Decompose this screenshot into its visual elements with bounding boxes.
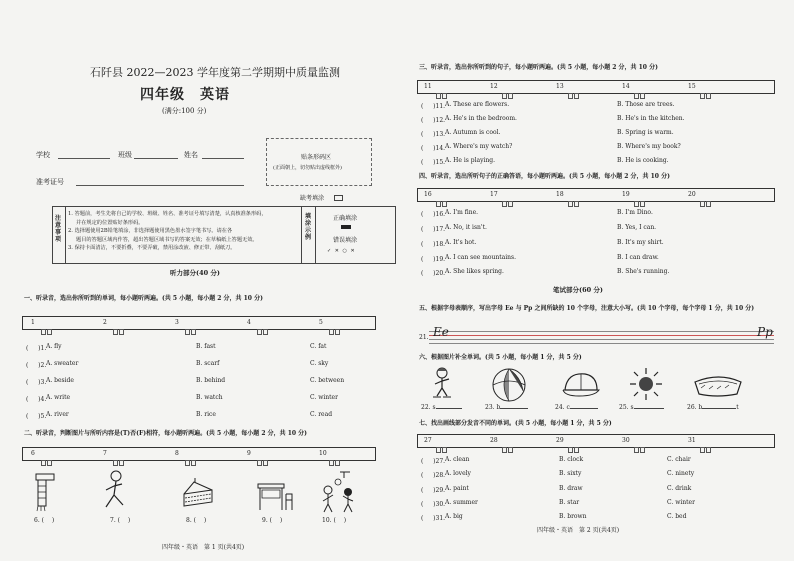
boat-icon bbox=[691, 370, 745, 400]
answer-boxes[interactable] bbox=[436, 84, 448, 90]
answer-boxes[interactable] bbox=[41, 451, 53, 457]
part5-instruction: 五、根据字母表顺序，写出字母 Ee 与 Pp 之间所缺的 10 个字母，注意大小写。(共 10 个字母，每个字母 1 分，共 10 分) bbox=[419, 305, 755, 312]
question-row-28[interactable]: ( )28. A. lovely B. sixty C. ninety bbox=[421, 470, 695, 479]
question-row-30[interactable]: ( )30. A. summer B. star C. winter bbox=[421, 499, 695, 508]
answer-boxes[interactable] bbox=[502, 192, 514, 198]
answer-boxes[interactable] bbox=[436, 192, 448, 198]
question-row-3[interactable]: ( )3. A. beside B. behind C. between bbox=[26, 377, 345, 386]
answer-boxes[interactable] bbox=[41, 320, 53, 326]
notes-box bbox=[52, 206, 396, 264]
school-label: 学校 bbox=[36, 151, 50, 159]
question-row-11[interactable]: ( )11. A. These are flowers. B. Those are trees. bbox=[421, 101, 675, 110]
fill-example-label: 填涂示例 bbox=[305, 213, 312, 241]
answer-boxes[interactable] bbox=[502, 84, 514, 90]
class-field[interactable] bbox=[134, 158, 178, 159]
answer-boxes[interactable] bbox=[113, 451, 125, 457]
question-row-20[interactable]: ( )20. A. She likes spring. B. She's running. bbox=[421, 268, 670, 277]
exam-title: 石阡县 2022—2023 学年度第二学期期中质量监测 bbox=[90, 66, 340, 79]
beach-ball-icon bbox=[491, 366, 527, 404]
class-label: 班级 bbox=[118, 151, 132, 159]
absent-label: 缺考填涂 bbox=[300, 195, 325, 202]
answer-boxes[interactable] bbox=[568, 192, 580, 198]
answer-boxes[interactable] bbox=[700, 84, 712, 90]
answer-boxes[interactable] bbox=[436, 438, 448, 444]
part2-answer-strip: 6 7 8 9 10 bbox=[22, 447, 376, 461]
question-row-13[interactable]: ( )13. A. Autumn is cool. B. Spring is warm. bbox=[421, 129, 674, 138]
answer-boxes[interactable] bbox=[568, 84, 580, 90]
question-row-29[interactable]: ( )29. A. paint B. draw C. drink bbox=[421, 485, 692, 494]
q21-number: 21. bbox=[419, 334, 429, 341]
q22-label[interactable]: 22. s bbox=[421, 404, 462, 411]
q24-label[interactable]: 24. c bbox=[555, 404, 598, 411]
absent-checkbox[interactable] bbox=[334, 195, 343, 201]
question-row-14[interactable]: ( )14. A. Where's my watch? B. Where's my book? bbox=[421, 143, 681, 152]
question-row-2[interactable]: ( )2. A. sweater B. scarf C. sky bbox=[26, 360, 329, 369]
pic-label-8[interactable]: 8. ( ) bbox=[186, 517, 207, 524]
pic-label-9[interactable]: 9. ( ) bbox=[262, 517, 283, 524]
answer-boxes[interactable] bbox=[634, 438, 646, 444]
pic-label-6[interactable]: 6. ( ) bbox=[34, 517, 55, 524]
desk-chair-icon bbox=[254, 470, 294, 514]
part1-instruction: 一、听录音，选出你所听到的单词，每小题听两遍。(共 5 小题，每小题 2 分，共 10 分) bbox=[24, 295, 263, 302]
end-letters: Pp bbox=[757, 325, 773, 339]
page-footer: 四年级・英语 第 2 页(共4页) bbox=[537, 527, 620, 534]
answer-boxes[interactable] bbox=[257, 451, 269, 457]
notes-text: 1. 答题前，考生先将自己的学校、班级、姓名、准考证号填写清楚，认真核准条形码， 并在规定的位置贴好条形码。 2. 选择题使用2B铅笔填涂，非选择题使用黑色墨水签字笔书写。请在各 题目的答题区域内作答，超出答题区域书写的答案无效；在草稿纸上答题无效。 3. 保持卡面清洁，不要折叠，不要弄破，禁用涂改液、修正带、刮纸刀。 bbox=[68, 211, 267, 252]
q25-label[interactable]: 25. s bbox=[619, 404, 664, 411]
answer-boxes[interactable] bbox=[185, 320, 197, 326]
answer-boxes[interactable] bbox=[700, 192, 712, 198]
barcode-title: 贴条形码区 bbox=[301, 154, 332, 161]
barcode-area bbox=[266, 138, 372, 186]
scarf-icon bbox=[28, 470, 62, 514]
question-row-27[interactable]: ( )27. A. clean B. clock C. chair bbox=[421, 456, 691, 465]
answer-boxes[interactable] bbox=[329, 451, 341, 457]
question-row-19[interactable]: ( )19. A. I can see mountains. B. I can draw. bbox=[421, 254, 659, 263]
name-label: 姓名 bbox=[184, 151, 198, 159]
question-row-15[interactable]: ( )15. A. He is playing. B. He is cooking. bbox=[421, 157, 669, 166]
page-2 bbox=[397, 0, 794, 561]
girl-skating-icon bbox=[427, 366, 457, 402]
part1-answer-strip: 1 2 3 4 5 bbox=[22, 316, 376, 330]
grade-subject: 四年级 英语 bbox=[140, 87, 230, 103]
page-footer: 四年级・英语 第 1 页(共4页) bbox=[162, 544, 245, 551]
part7-answer-strip: 27 28 29 30 31 bbox=[417, 434, 775, 448]
question-row-4[interactable]: ( )4. A. write B. watch C. winter bbox=[26, 394, 338, 403]
filled-box-icon bbox=[341, 225, 351, 229]
question-row-12[interactable]: ( )12. A. He's in the bedroom. B. He's in the kitchen. bbox=[421, 115, 685, 124]
part4-instruction: 四、听录音，选出所听句子的正确答语，每小题听两遍。(共 5 小题，每小题 2 分，共 10 分) bbox=[419, 173, 670, 180]
cake-icon bbox=[178, 476, 218, 512]
listening-header: 听力部分(40 分) bbox=[170, 269, 220, 277]
handwriting-lines[interactable] bbox=[419, 328, 774, 344]
q26-label[interactable]: 26. b t bbox=[687, 404, 739, 411]
answer-boxes[interactable] bbox=[257, 320, 269, 326]
cap-icon bbox=[557, 370, 601, 402]
school-field[interactable] bbox=[58, 158, 110, 159]
start-letters: Ee bbox=[433, 325, 449, 339]
part7-instruction: 七、找出画线部分发音不同的单词。(共 5 小题，每小题 1 分，共 5 分) bbox=[419, 420, 612, 427]
basketball-kids-icon bbox=[318, 468, 360, 514]
q23-label[interactable]: 23. b bbox=[485, 404, 528, 411]
fill-right-label: 正确填涂 bbox=[333, 215, 358, 222]
answer-boxes[interactable] bbox=[568, 438, 580, 444]
answer-boxes[interactable] bbox=[329, 320, 341, 326]
answer-boxes[interactable] bbox=[634, 84, 646, 90]
question-row-18[interactable]: ( )18. A. It's hot. B. It's my shirt. bbox=[421, 239, 664, 248]
question-row-5[interactable]: ( )5. A. river B. rice C. read bbox=[26, 411, 333, 420]
answer-boxes[interactable] bbox=[185, 451, 197, 457]
question-row-16[interactable]: ( )16. A. I'm fine. B. I'm Dino. bbox=[421, 209, 653, 218]
part2-instruction: 二、听录音，判断图片与所听内容是(T)否(F)相符，每小题听两遍。(共 5 小题，每小题 2 分，共 10 分) bbox=[24, 430, 307, 437]
answer-boxes[interactable] bbox=[113, 320, 125, 326]
question-row-31[interactable]: ( )31. A. big B. brown C. bed bbox=[421, 513, 687, 522]
writing-header: 笔试部分(60 分) bbox=[553, 286, 603, 294]
answer-boxes[interactable] bbox=[700, 438, 712, 444]
fill-wrong-label: 错误填涂 bbox=[333, 237, 358, 244]
wrong-marks-icon: ✓ ✕ ○ ✕ bbox=[327, 248, 356, 254]
name-field[interactable] bbox=[202, 158, 244, 159]
running-boy-icon bbox=[98, 468, 132, 514]
part3-instruction: 三、听录音，选出你所听到的句子，每小题听两遍。(共 5 小题，每小题 2 分，共 10 分) bbox=[419, 64, 658, 71]
exam-no-field[interactable] bbox=[76, 185, 244, 186]
question-row-17[interactable]: ( )17. A. No, it isn't. B. Yes, I can. bbox=[421, 224, 657, 233]
part4-answer-strip: 16 17 18 19 20 bbox=[417, 188, 775, 202]
barcode-hint: (正面朝上，切勿贴出虚线框外) bbox=[273, 165, 342, 171]
part6-instruction: 六、根据图片补全单词。(共 5 小题，每小题 1 分，共 5 分) bbox=[419, 354, 582, 361]
pic-label-10[interactable]: 10. ( ) bbox=[322, 517, 347, 524]
question-row-1[interactable]: ( )1. A. fly B. fast C. fat bbox=[26, 343, 327, 352]
sun-icon bbox=[629, 366, 663, 402]
part3-answer-strip: 11 12 13 14 15 bbox=[417, 80, 775, 94]
exam-no-label: 准考证号 bbox=[36, 178, 64, 186]
answer-boxes[interactable] bbox=[502, 438, 514, 444]
pic-label-7[interactable]: 7. ( ) bbox=[110, 517, 131, 524]
full-score: (满分:100 分) bbox=[162, 107, 207, 115]
answer-boxes[interactable] bbox=[634, 192, 646, 198]
notes-label: 注意事项 bbox=[55, 215, 62, 243]
